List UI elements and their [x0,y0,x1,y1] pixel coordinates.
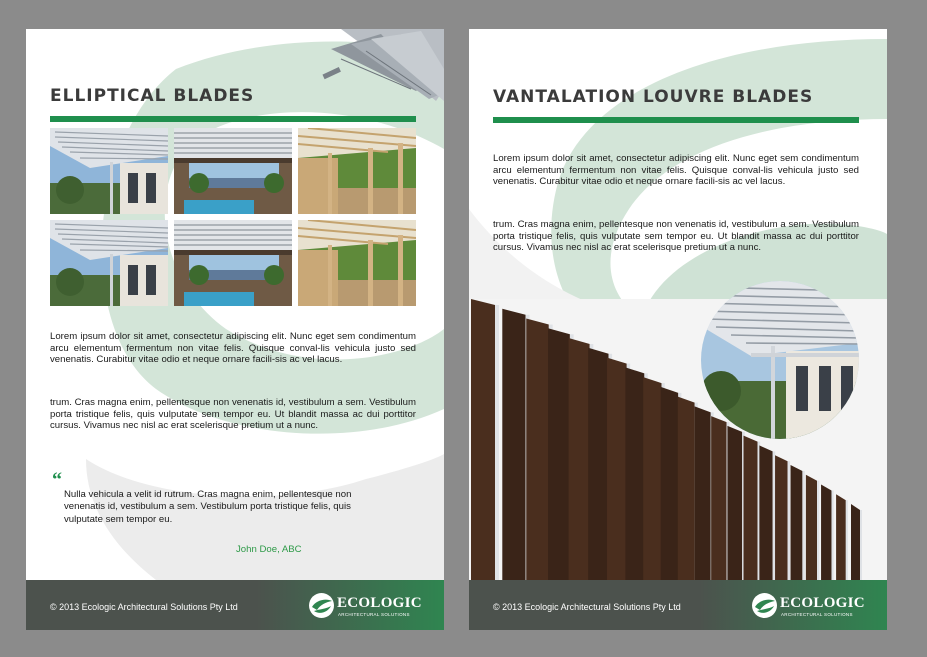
louvre-slat [607,358,627,580]
photo-timber-pergola-2 [298,220,416,306]
page-title: VANTALATION LOUVRE BLADES [493,87,814,107]
louvre-slat [775,455,788,580]
title-rule [493,117,859,123]
body-paragraph-1: Lorem ipsum dolor sit amet, consectetur adipiscing elit. Nunc eget sem condimentum arcu elementum fermentum non vitae felis. Quisque conval-lis vehicula justo sed venenatis. Curabitur vitae odio et neque ornare facili-sis ac vel lacus. [493,153,859,188]
louvre-slat [695,406,711,580]
ecologic-leaf-icon [308,592,335,619]
body-paragraph-1: Lorem ipsum dolor sit amet, consectetur adipiscing elit. Nunc eget sem condimentum arcu elementum fermentum non vitae felis. Quisque conval-lis vehicula justo sed venenatis. Curabitur vitae odio et neque ornare facili-sis ac vel lacus. [50,331,416,366]
louvre-slat [806,475,817,580]
photo-pool-pergola-1 [174,128,292,214]
louvre-slat [727,426,742,580]
photo-pergola-1 [50,128,168,214]
body-paragraph-2: trum. Cras magna enim, pellentesque non venenatis id, vestibulum a sem. Vestibulum porta tristique felis, quis vulputate sem tempor eu. Ut blandit massa ac dui porttitor cursus. Vivamus nec nisl ac erat scelerisque pretium ut a nunc. [493,219,859,254]
louvre-slat [548,328,570,580]
logo-wordmark: ECOLOGIC [337,595,422,611]
quote-mark-icon: “ [52,469,62,491]
logo-wordmark: ECOLOGIC [780,595,865,611]
louvre-slat-edge [788,461,790,580]
logo-tagline: ARCHITECTURAL SOLUTIONS [781,612,853,617]
photo-pool-pergola-2 [174,220,292,306]
louvre-slat-edge [846,500,848,580]
louvre-slat [569,338,590,580]
louvre-slat [744,436,758,580]
photo-pergola-2 [50,220,168,306]
body-paragraph-2: trum. Cras magna enim, pellentesque non venenatis id, vestibulum a sem. Vestibulum porta tristique felis, quis vulputate sem tempor eu. Ut blandit massa ac dui porttitor cursus. Vivamus nec nisl ac erat scelerisque pretium ut a nunc. [50,397,416,432]
brochure-page-louvre-blades [469,29,887,630]
louvre-slat [821,484,831,580]
louvre-slat-edge [773,451,776,580]
testimonial-author: John Doe, ABC [236,544,302,555]
page-footer [469,580,887,630]
louvre-slat-edge [860,510,862,580]
louvre-slat-edge [802,471,804,580]
testimonial-quote: Nulla vehicula a velit id rutrum. Cras magna enim, pellentesque non venenatis id, vestibulum a sem. Vestibulum porta tristique felis, quis vulputate sem tempor eu. [64,489,352,525]
louvre-slat-edge [831,490,833,580]
louvre-slat [471,299,495,580]
louvre-slat [678,397,695,580]
circular-pergola-photo [701,281,859,439]
footer-copyright: © 2013 Ecologic Architectural Solutions Pty Ltd [50,602,238,612]
louvre-slat-edge [817,481,819,580]
aluminium-blades-illustration [321,29,444,104]
louvre-slat [643,377,661,580]
logo-tagline: ARCHITECTURAL SOLUTIONS [338,612,410,617]
louvre-slat [711,416,726,580]
ecologic-logo [751,592,865,620]
louvre-slat [588,348,608,580]
louvre-slat [502,309,525,580]
title-rule [50,116,416,122]
page-footer [26,580,444,630]
page-title: ELLIPTICAL BLADES [50,86,255,106]
ecologic-logo [308,592,422,620]
ecologic-leaf-icon [751,592,778,619]
louvre-slat [836,494,846,580]
louvre-slat [851,504,860,580]
photo-timber-pergola-1 [298,128,416,214]
louvre-slat [526,319,549,580]
louvre-slat [661,387,679,580]
footer-copyright: © 2013 Ecologic Architectural Solutions Pty Ltd [493,602,681,612]
louvre-slat-edge [495,305,499,580]
brochure-page-elliptical-blades [26,29,444,630]
louvre-slat [625,367,644,580]
louvre-slat [759,445,772,580]
louvre-slat [791,465,803,580]
